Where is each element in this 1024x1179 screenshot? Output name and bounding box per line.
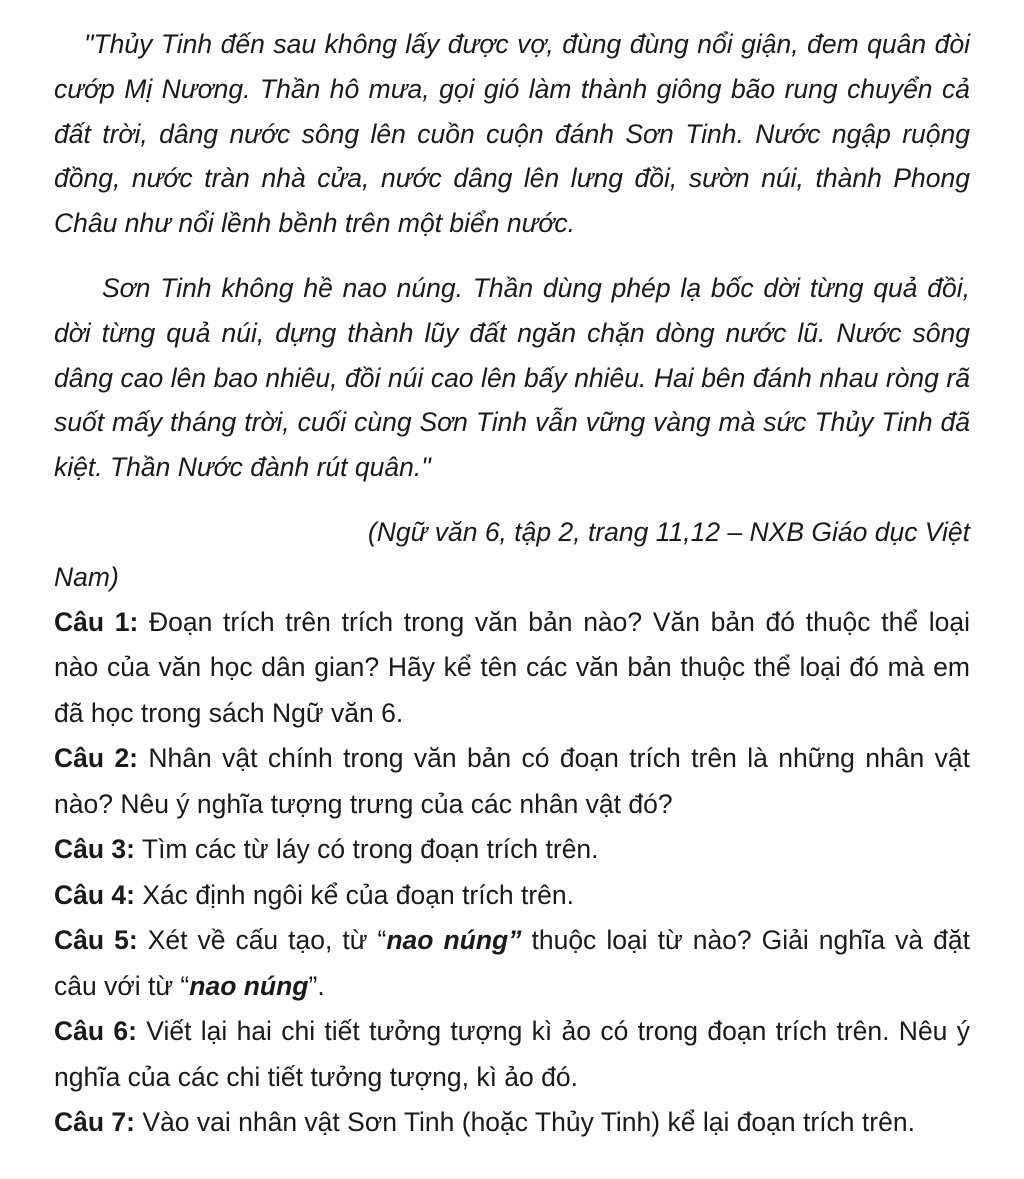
source-citation-line-2: Nam) — [54, 561, 119, 592]
document-page — [54, 22, 970, 1146]
paragraph-spacer — [54, 246, 970, 266]
question-1-label: Câu 1: — [54, 606, 139, 637]
question-7 — [54, 1100, 970, 1146]
question-6 — [54, 1009, 970, 1100]
question-6-label: Câu 6: — [54, 1016, 137, 1047]
question-2 — [54, 736, 970, 827]
source-citation — [54, 510, 970, 600]
paragraph-spacer — [54, 490, 970, 510]
question-5-text-b: thuộc loại từ nào? Giải nghĩa và đặt câu với từ “ — [54, 925, 970, 1001]
question-1 — [54, 600, 970, 737]
question-4 — [54, 873, 970, 919]
passage-paragraph-1: "Thủy Tinh đến sau không lấy được vợ, đùng đùng nổi giận, đem quân đòi cướp Mị Nương. Thần hô mưa, gọi gió làm thành giông bão rung chuyển cả đất trời, dâng nước sông lên cuồn cuộn đánh Sơn Tinh. Nước ngập ruộng đồng, nước tràn nhà cửa, nước dâng lên lưng đồi, sườn núi, thành Phong Châu như nổi lềnh bềnh trên một biển nước. — [54, 29, 970, 239]
source-citation-line-1: (Ngữ văn 6, tập 2, trang 11,12 – NXB Giáo dục Việt — [367, 516, 970, 547]
question-1-text: Đoạn trích trên trích trong văn bản nào? Văn bản đó thuộc thể loại nào của văn học dân gian? Hãy kể tên các văn bản thuộc thể loại đó mà em đã học trong sách Ngữ văn 6. — [54, 606, 970, 728]
question-3 — [54, 827, 970, 873]
question-7-text: Vào vai nhân vật Sơn Tinh (hoặc Thủy Tinh) kể lại đoạn trích trên. — [135, 1107, 915, 1138]
question-4-text: Xác định ngôi kể của đoạn trích trên. — [135, 879, 574, 910]
question-5-emphasis-a: nao núng” — [386, 925, 522, 956]
question-5-emphasis-b: nao núng — [189, 970, 309, 1001]
question-2-text: Nhân vật chính trong văn bản có đoạn trích trên là những nhân vật nào? Nêu ý nghĩa tượng trưng của các nhân vật đó? — [54, 743, 970, 819]
passage-paragraph-2: Sơn Tinh không hề nao núng. Thần dùng phép lạ bốc dời từng quả đồi, dời từng quả núi, dựng thành lũy đất ngăn chặn dòng nước lũ. Nước sông dâng cao lên bao nhiêu, đồi núi cao lên bấy nhiêu. Hai bên đánh nhau ròng rã suốt mấy tháng trời, cuối cùng Sơn Tinh vẫn vững vàng mà sức Thủy Tinh đã kiệt. Thần Nước đành rút quân." — [54, 272, 970, 483]
question-3-text: Tìm các từ láy có trong đoạn trích trên. — [135, 834, 599, 865]
question-5-text-c: ”. — [308, 970, 325, 1001]
question-4-label: Câu 4: — [54, 879, 135, 910]
question-6-text: Viết lại hai chi tiết tưởng tượng kì ảo có trong đoạn trích trên. Nêu ý nghĩa của các chi tiết tưởng tượng, kì ảo đó. — [54, 1016, 970, 1092]
question-5-text-a: Xét về cấu tạo, từ “ — [137, 925, 387, 956]
question-3-label: Câu 3: — [54, 834, 135, 865]
question-5 — [54, 918, 970, 1009]
question-2-label: Câu 2: — [54, 743, 139, 774]
question-5-label: Câu 5: — [54, 925, 138, 956]
question-7-label: Câu 7: — [54, 1107, 135, 1138]
